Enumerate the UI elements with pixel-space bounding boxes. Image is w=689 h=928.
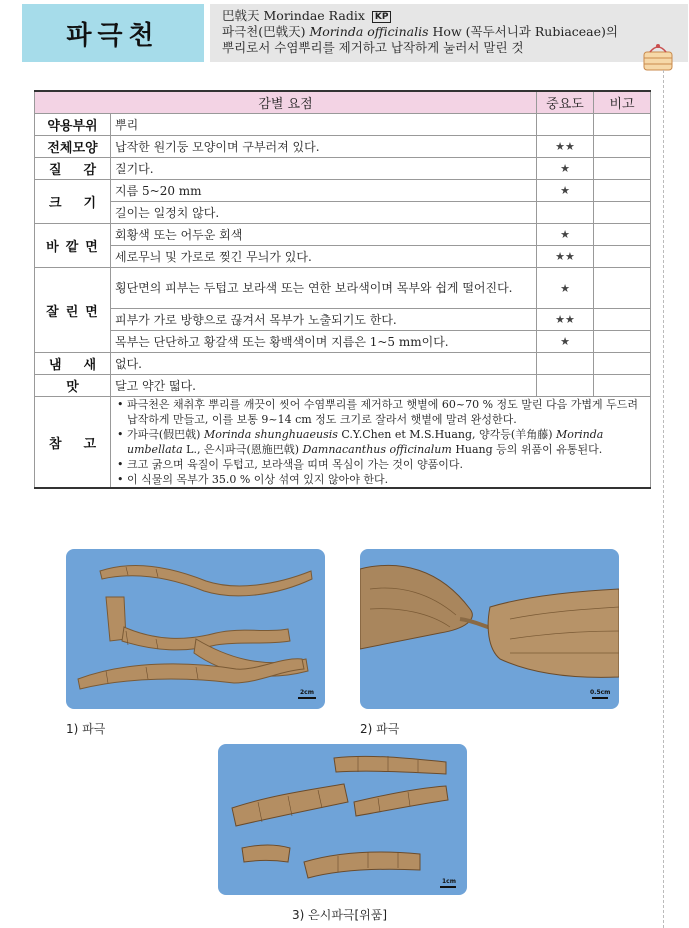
notes-row xyxy=(35,397,651,489)
notes-category: 참고 xyxy=(35,397,111,489)
row-category: 바깥면 xyxy=(35,224,111,268)
row-stars xyxy=(537,114,594,136)
row-category: 전체모양 xyxy=(35,136,111,158)
row-description: 횡단면의 피부는 두텁고 보라색 또는 연한 보라색이며 목부와 쉽게 떨어진다. xyxy=(111,268,537,309)
photo-scale-label: 1cm xyxy=(442,878,456,885)
row-remark xyxy=(594,309,651,331)
note-item: • 가파극(假巴戟) Morinda shunghuaeusis C.Y.Chen et M.S.Huang, 양각등(羊角藤) Morinda umbellata L., 은시파극(恩施巴戟) Damnacanthus officinalum Huang 등의 위품이 유통된다. xyxy=(117,428,604,456)
page-title: 파극천 xyxy=(22,4,204,62)
notes-content xyxy=(111,397,651,489)
root-closeup-illustration xyxy=(360,549,619,709)
row-stars: ★★ xyxy=(537,136,594,158)
counterfeit-root-illustration xyxy=(218,744,467,895)
row-category: 맛 xyxy=(35,375,111,397)
row-remark xyxy=(594,375,651,397)
row-remark xyxy=(594,136,651,158)
row-category: 냄새 xyxy=(35,353,111,375)
row-remark xyxy=(594,353,651,375)
row-stars xyxy=(537,202,594,224)
table-row xyxy=(35,114,651,136)
row-description: 회황색 또는 어두운 회색 xyxy=(111,224,537,246)
row-remark xyxy=(594,331,651,353)
photo-caption: 2) 파극 xyxy=(360,722,400,736)
row-description: 길이는 일정치 않다. xyxy=(111,202,537,224)
row-stars xyxy=(537,375,594,397)
table-row xyxy=(35,224,651,246)
table-row xyxy=(35,158,651,180)
table-row xyxy=(35,136,651,158)
row-description: 목부는 단단하고 황갈색 또는 황백색이며 지름은 1~5 mm이다. xyxy=(111,331,537,353)
header-remark: 비고 xyxy=(594,91,651,114)
photo-pageukcheon-2 xyxy=(360,549,619,709)
row-category: 질감 xyxy=(35,158,111,180)
row-remark xyxy=(594,224,651,246)
row-category: 크기 xyxy=(35,180,111,224)
table-row xyxy=(35,309,651,331)
photo-caption: 1) 파극 xyxy=(66,722,106,736)
photo-scale-label: 0.5cm xyxy=(590,689,611,696)
note-item: • 파극천은 채취후 뿌리를 깨끗이 씻어 수염뿌리를 제거하고 햇볕에 60~70 % 정도 말린 다음 가볍게 두드려 납작하게 만들고, 이를 보통 9~14 cm 정도 크기로 잘라서 햇볕에 말려 완성한다. xyxy=(117,398,639,426)
note-item: • 크고 굵으며 육질이 두텁고, 보라색을 띠며 목심이 가는 것이 양품이다. xyxy=(117,458,463,471)
row-description: 뿌리 xyxy=(111,114,537,136)
table-header-row xyxy=(35,91,651,114)
row-description: 세로무늬 및 가로로 찢긴 무늬가 있다. xyxy=(111,246,537,268)
row-remark xyxy=(594,180,651,202)
note-item: • 이 식물의 목부가 35.0 % 이상 섞여 있지 않아야 한다. xyxy=(117,473,389,486)
page-margin-line xyxy=(663,70,664,928)
header-importance: 중요도 xyxy=(537,91,594,114)
table-row xyxy=(35,246,651,268)
photo-caption: 3) 은시파극[위품] xyxy=(292,908,388,922)
herb-bundle-icon xyxy=(640,40,676,74)
table-row xyxy=(35,268,651,309)
row-description: 납작한 원기둥 모양이며 구부러져 있다. xyxy=(111,136,537,158)
root-illustration xyxy=(66,549,325,709)
row-stars: ★★ xyxy=(537,246,594,268)
row-stars xyxy=(537,353,594,375)
row-description: 달고 약간 떫다. xyxy=(111,375,537,397)
row-remark xyxy=(594,158,651,180)
row-description: 피부가 가로 방향으로 끊겨서 목부가 노출되기도 한다. xyxy=(111,309,537,331)
row-remark xyxy=(594,114,651,136)
row-remark xyxy=(594,202,651,224)
row-category: 잘린면 xyxy=(35,268,111,353)
row-stars: ★★ xyxy=(537,309,594,331)
herb-hanja: 巴戟天 xyxy=(222,8,260,23)
row-stars: ★ xyxy=(537,224,594,246)
photo-scale-label: 2cm xyxy=(300,689,314,696)
identification-table xyxy=(34,90,651,489)
row-description: 지름 5~20 mm xyxy=(111,180,537,202)
species-name: Morinda officinalis xyxy=(309,24,429,39)
row-category: 약용부위 xyxy=(35,114,111,136)
row-remark xyxy=(594,268,651,309)
row-stars: ★ xyxy=(537,158,594,180)
table-row xyxy=(35,331,651,353)
table-row xyxy=(35,180,651,202)
header-description xyxy=(222,8,652,56)
definition-text: 뿌리로서 수염뿌리를 제거하고 납작하게 눌러서 말린 것 xyxy=(222,40,524,55)
row-stars: ★ xyxy=(537,180,594,202)
row-stars: ★ xyxy=(537,331,594,353)
table-row xyxy=(35,353,651,375)
row-description: 질기다. xyxy=(111,158,537,180)
species-author: How (꼭두서니과 Rubiaceae)의 xyxy=(432,24,618,39)
herb-latin-name: Morindae Radix xyxy=(263,8,365,23)
row-remark xyxy=(594,246,651,268)
photo-pageukcheon-1 xyxy=(66,549,325,709)
photo-eunsi-pageuk xyxy=(218,744,467,895)
herb-korean-name: 파극천(巴戟天) xyxy=(222,24,306,39)
header-main: 감별 요점 xyxy=(35,91,537,114)
kp-badge: KP xyxy=(372,11,392,23)
table-row xyxy=(35,375,651,397)
row-description: 없다. xyxy=(111,353,537,375)
table-row xyxy=(35,202,651,224)
row-stars: ★ xyxy=(537,268,594,309)
